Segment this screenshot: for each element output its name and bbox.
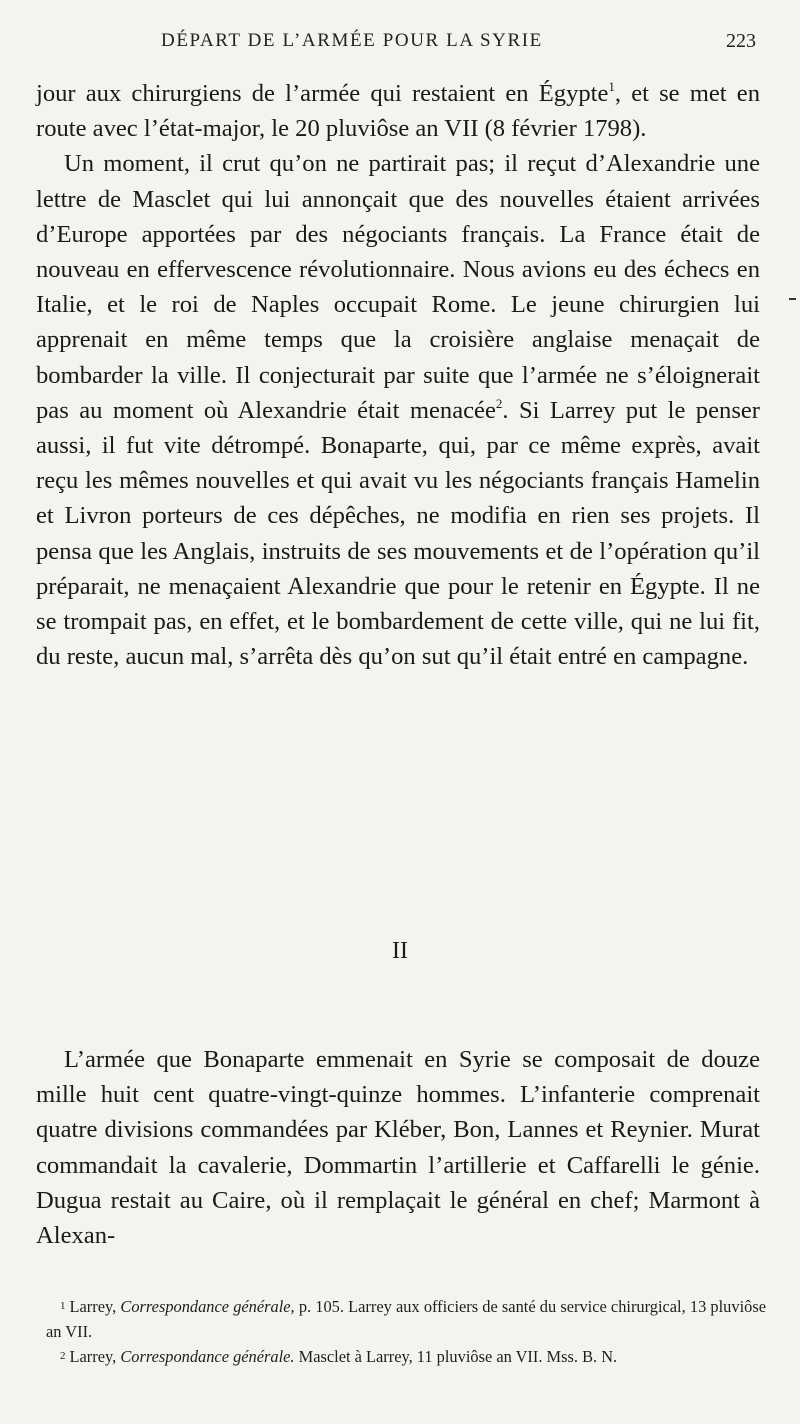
running-title: DÉPART DE L’ARMÉE POUR LA SYRIE [161, 30, 543, 51]
footnote-reference-1: 1 [608, 79, 615, 94]
footnote-reference-2: 2 [495, 395, 503, 411]
footnote-work-title: Correspondance générale, [120, 1297, 295, 1316]
text-block-2 [36, 1042, 760, 1253]
footnote-marker: 1 [60, 1300, 66, 1312]
footnote-2 [46, 1344, 766, 1370]
footnote-author: Larrey, [69, 1297, 117, 1316]
paragraph [36, 146, 760, 674]
running-head [36, 30, 756, 58]
paragraph-text: jour aux chirurgiens de l’armée qui restaient en Égypte [36, 80, 609, 107]
paragraph-text: . Si Larrey put le penser aussi, il fut vite détrompé. Bonaparte, qui, par ce même exprès, avait reçu les mêmes nouvelles et qui avait vu les négociants français Hamelin et Livron porteurs de ces dépêches, ne modifia en rien ses projets. Il pensa que les Anglais, instruits de ses mouvements et de l’opération qu’il préparait, ne menaçaient Alexandrie que pour le retenir en Égypte. Il ne se trompait pas, en effet, et le bombardement de cette ville, qui ne lui fit, du reste, aucun mal, s’arrêta dès qu’on sut qu’il était entré en campagne. [36, 396, 760, 671]
page-number: 223 [726, 30, 756, 52]
paragraph-text: Un moment, il crut qu’on ne partirait pas; il reçut d’Alexandrie une lettre de Masclet qui lui annonçait que des nouvelles étaient arrivées d’Europe apportées par des négociants français. La France était de nouveau en effervescence révolutionnaire. Nous avions eu des échecs en Italie, et le roi de Naples occupait Rome. Le jeune chirurgien lui apprenait en même temps que la croisière anglaise menaçait de bombarder la ville. Il conjecturait par suite que l’armée ne s’éloignerait pas au moment où Alexandrie était menacée [36, 150, 760, 424]
paragraph-continued [36, 76, 760, 146]
paragraph: L’armée que Bonaparte emmenait en Syrie se composait de douze mille huit cent quatre-vingt-quinze hommes. L’infanterie comprenait quatre divisions commandées par Kléber, Bon, Lannes et Reynier. Murat commandait la cavalerie, Dommartin l’artillerie et Caffarelli le génie. Dugua restait au Caire, où il remplaçait le général en chef; Marmont à Alexan- [36, 1046, 760, 1250]
footnote-text: p. 105. Larrey aux officiers de santé du service chirurgical, 13 pluviôse an VII. [46, 1297, 766, 1341]
footnote-work-title: Correspondance générale. [120, 1347, 295, 1367]
footnote-marker: 2 [60, 1350, 66, 1363]
footnote-1 [46, 1294, 766, 1344]
section-number: II [392, 938, 408, 964]
text-block-1 [36, 76, 760, 674]
footnotes [46, 1294, 766, 1370]
paragraph-text: , et se met en route avec l’état-major, le 20 pluviôse an VII (8 février 1798). [36, 80, 760, 143]
footnote-text: Masclet à Larrey, 11 pluviôse an VII. Mss. B. N. [298, 1347, 618, 1367]
footnote-author: Larrey, [69, 1347, 117, 1367]
margin-mark [789, 298, 796, 300]
